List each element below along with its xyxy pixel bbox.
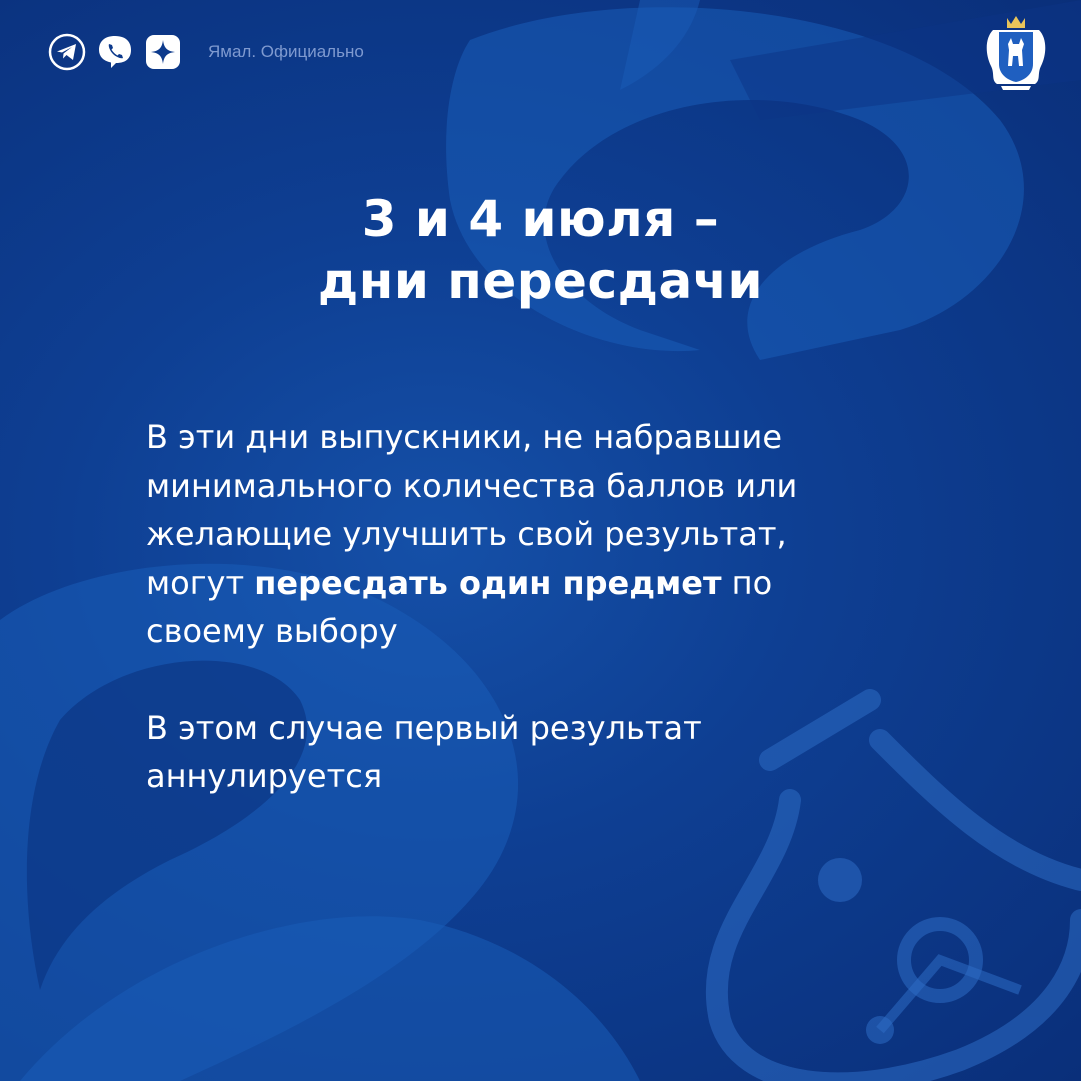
paragraph-1 bbox=[146, 413, 1006, 656]
paragraph-1-line-2: минимального количества баллов или bbox=[146, 466, 798, 505]
yamal-coat-of-arms-icon bbox=[981, 14, 1051, 94]
max-messenger-icon[interactable] bbox=[144, 33, 182, 71]
paragraph-2-line-2: аннулируется bbox=[146, 757, 383, 795]
title-line-1: 3 и 4 июля – bbox=[361, 190, 720, 248]
paragraph-1-line-1: В эти дни выпускники, не набравшие bbox=[146, 418, 782, 456]
paragraph-1-line-4-start: могут bbox=[146, 563, 255, 602]
telegram-icon[interactable] bbox=[48, 33, 86, 71]
paragraph-1-line-5: своему выбору bbox=[146, 612, 398, 650]
brand-label: Ямал. Официально bbox=[208, 42, 364, 61]
paragraph-1-line-4-end: по bbox=[721, 563, 773, 602]
highlight-text: пересдать один предмет bbox=[254, 563, 722, 602]
paragraph-2 bbox=[146, 704, 1006, 801]
main-text bbox=[146, 413, 1006, 849]
viber-icon[interactable] bbox=[96, 33, 134, 71]
header-bar bbox=[48, 33, 364, 71]
paragraph-1-line-3: желающие улучшить свой результат, bbox=[146, 515, 787, 553]
page-title bbox=[0, 188, 1081, 312]
title-line-2: дни пересдачи bbox=[317, 252, 764, 310]
paragraph-2-line-1: В этом случае первый результат bbox=[146, 708, 702, 747]
